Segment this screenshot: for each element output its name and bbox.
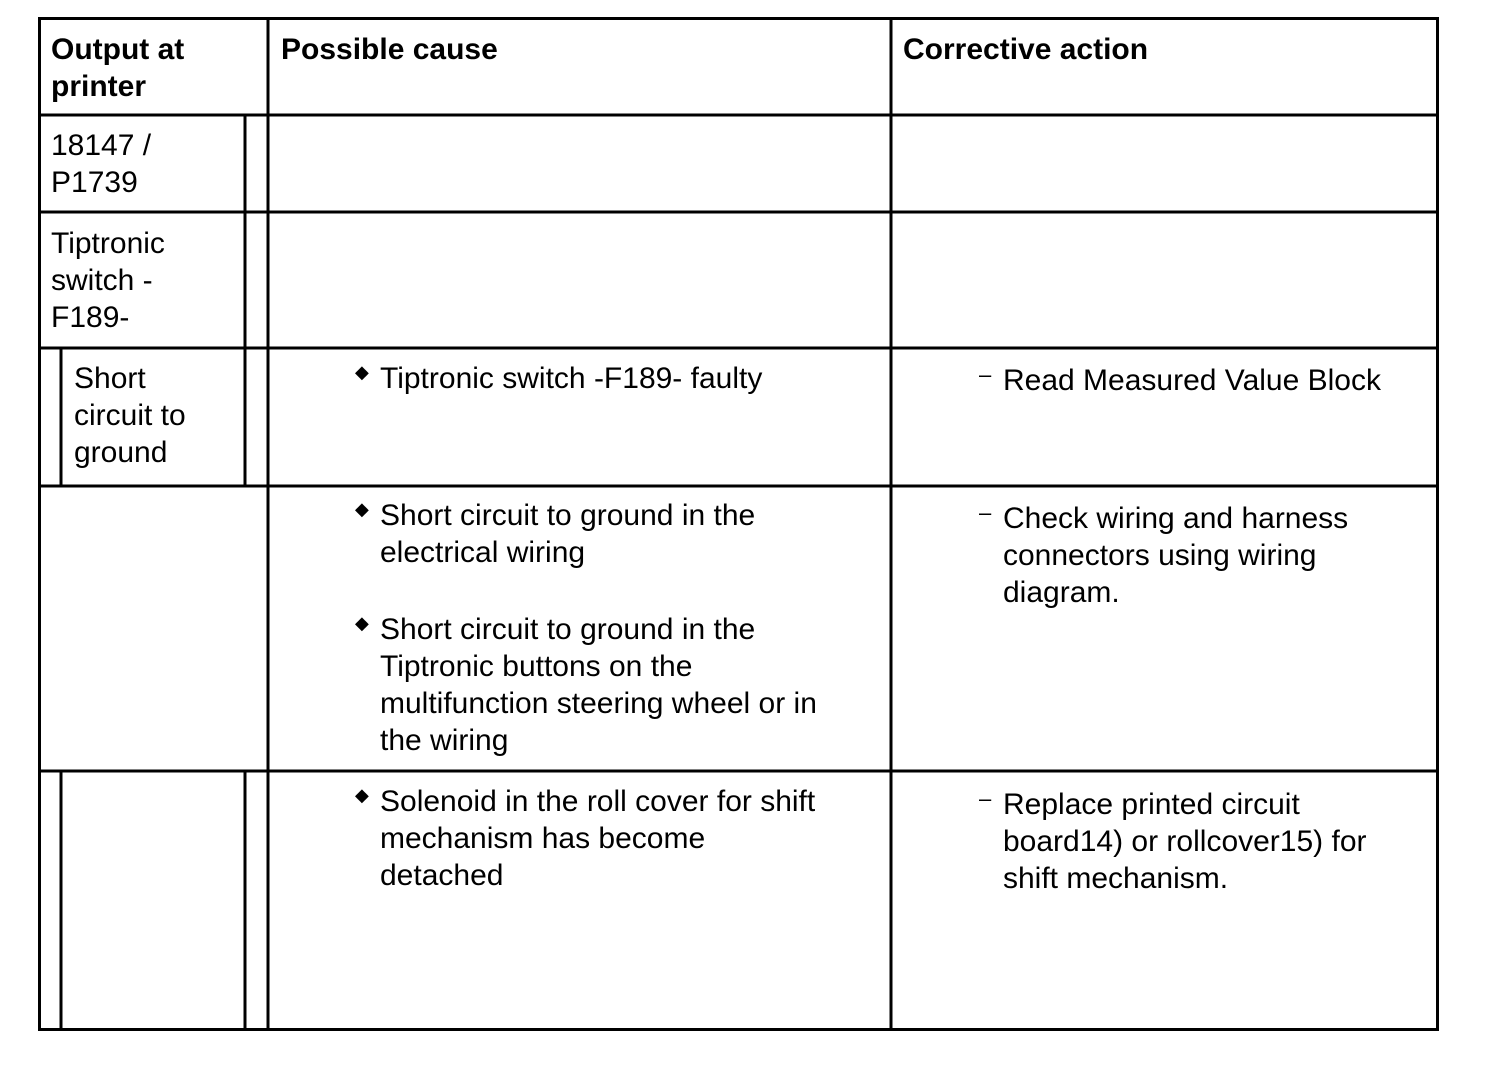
diamond-bullet-icon: ◆ (355, 362, 369, 382)
cause-text: Solenoid in the roll cover for shift mechanism has become detached (380, 785, 816, 892)
cause-text: Tiptronic switch -F189- faulty (380, 362, 763, 395)
header-output-at-printer: Output at printer (51, 33, 185, 103)
header-possible-cause: Possible cause (281, 33, 498, 66)
action-text: Check wiring and harness connectors using wiring diagram. (1003, 502, 1349, 609)
action-text: Replace printed circuit board14) or rollcover15) for shift mechanism. (1003, 788, 1367, 895)
dash-bullet-icon: – (979, 362, 992, 387)
dash-bullet-icon: – (979, 786, 992, 811)
dash-bullet-icon: – (979, 500, 992, 525)
header-corrective-action: Corrective action (903, 33, 1149, 66)
diamond-bullet-icon: ◆ (355, 785, 369, 805)
diamond-bullet-icon: ◆ (355, 613, 369, 633)
fault-type-cell: Short circuit to ground (74, 362, 186, 469)
action-text: Read Measured Value Block (1003, 364, 1381, 397)
component-name-cell: Tiptronic switch - F189- (51, 227, 165, 334)
cause-text: Short circuit to ground in the electrical wiring (380, 499, 756, 569)
cause-text: Short circuit to ground in the Tiptronic buttons on the multifunction steering wheel or in the wiring (380, 613, 817, 757)
fault-code-cell: 18147 / P1739 (51, 129, 152, 199)
diamond-bullet-icon: ◆ (355, 499, 369, 519)
